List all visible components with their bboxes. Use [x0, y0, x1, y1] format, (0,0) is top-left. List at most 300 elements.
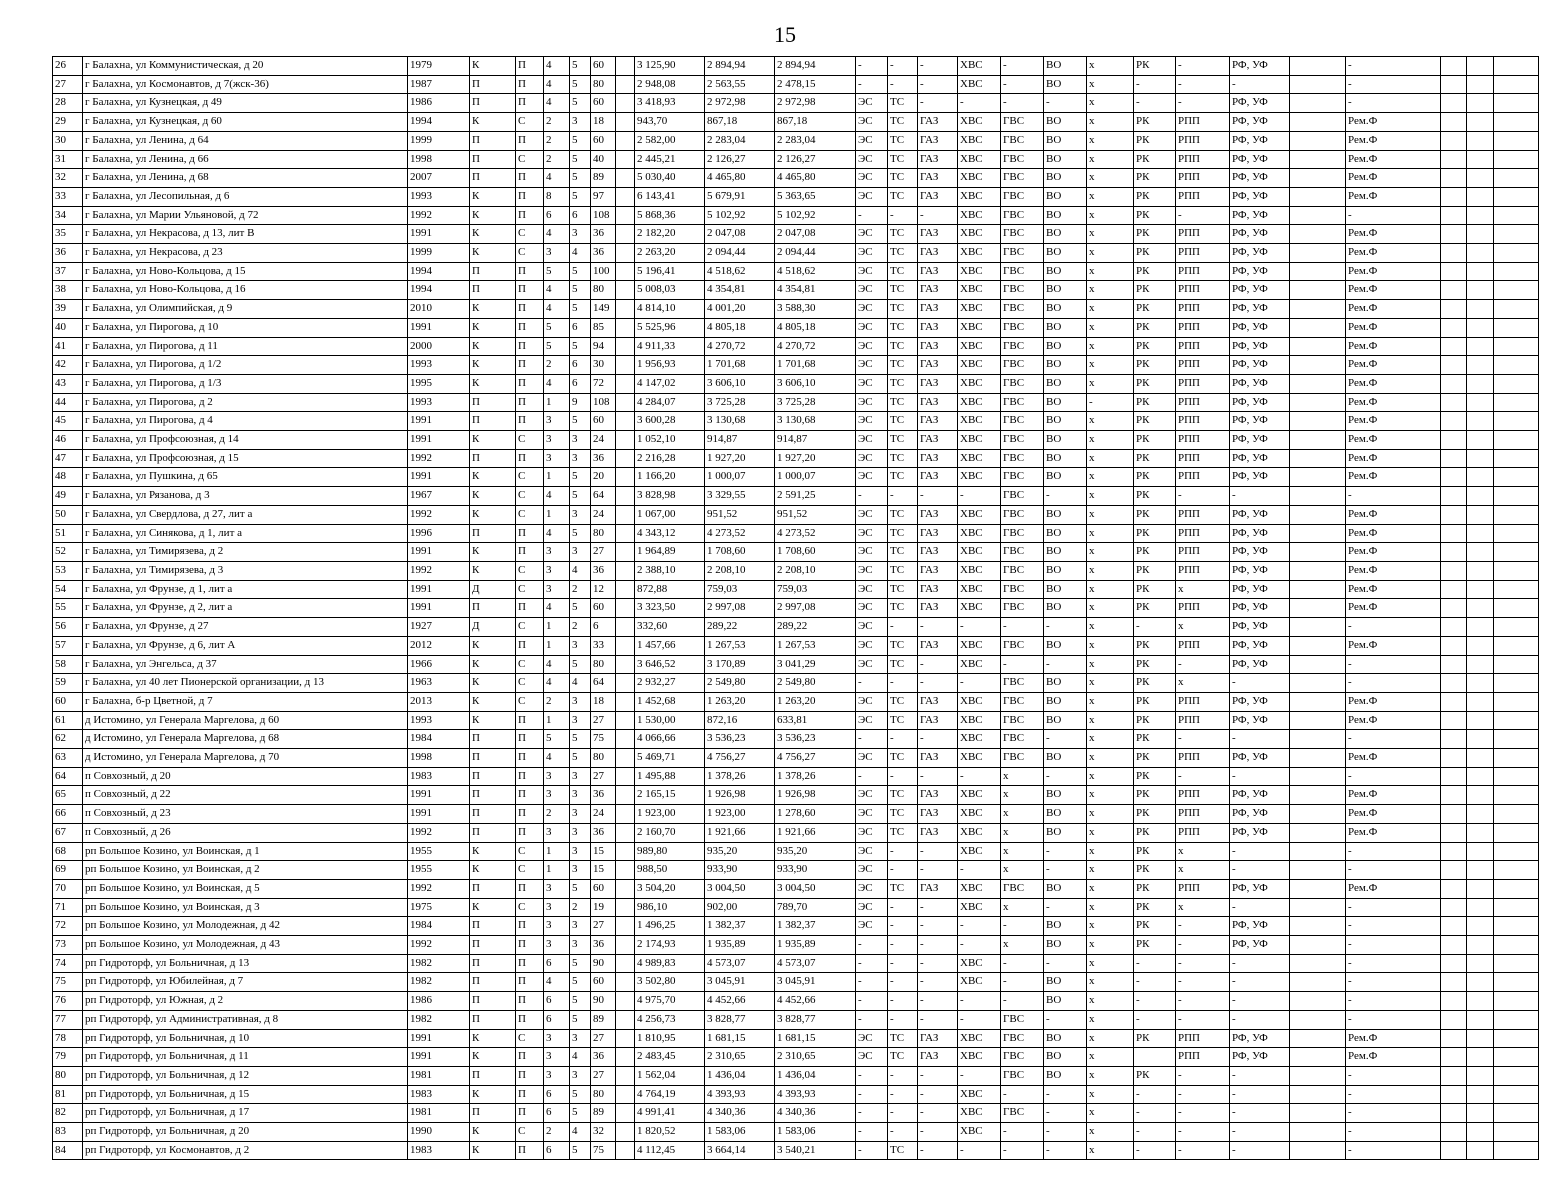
table-cell: РФ, УФ — [1230, 356, 1290, 375]
table-cell: К — [470, 711, 516, 730]
table-cell: 4 911,33 — [635, 337, 705, 356]
table-cell: 6 — [544, 992, 570, 1011]
table-cell: 914,87 — [705, 431, 775, 450]
table-cell: ТС — [888, 187, 918, 206]
table-cell: 6 — [544, 954, 570, 973]
table-cell: ГВС — [1001, 318, 1044, 337]
table-cell: С — [516, 692, 544, 711]
table-cell: х — [1087, 1029, 1134, 1048]
table-row — [53, 449, 1539, 468]
table-cell — [1494, 187, 1539, 206]
table-cell: рп Гидроторф, ул Космонавтов, д 2 — [83, 1141, 408, 1160]
table-cell: 48 — [53, 468, 83, 487]
table-cell: рп Гидроторф, ул Больничная, д 17 — [83, 1104, 408, 1123]
table-cell: 4 — [544, 487, 570, 506]
table-cell: П — [516, 337, 544, 356]
table-cell: С — [516, 1123, 544, 1142]
table-cell — [1494, 113, 1539, 132]
table-cell: 3 — [570, 936, 591, 955]
table-cell: г Балахна, ул Олимпийская, д 9 — [83, 300, 408, 319]
table-cell: ЭС — [856, 1029, 888, 1048]
table-cell: РК — [1134, 449, 1176, 468]
table-cell: РФ, УФ — [1230, 561, 1290, 580]
table-cell — [1290, 655, 1346, 674]
table-cell: 1991 — [408, 412, 470, 431]
table-cell — [1441, 449, 1467, 468]
table-cell: ВО — [1044, 749, 1087, 768]
table-cell: 3 600,28 — [635, 412, 705, 431]
table-cell — [1467, 992, 1494, 1011]
table-cell: РК — [1134, 131, 1176, 150]
table-cell — [1441, 300, 1467, 319]
table-cell: 3 329,55 — [705, 487, 775, 506]
table-cell: 41 — [53, 337, 83, 356]
table-cell: 1 000,07 — [705, 468, 775, 487]
table-cell: ЭС — [856, 468, 888, 487]
table-cell — [616, 599, 635, 618]
table-cell: ГВС — [1001, 131, 1044, 150]
table-cell: К — [470, 674, 516, 693]
table-cell: 5 — [570, 879, 591, 898]
table-cell: ЭС — [856, 281, 888, 300]
table-cell: 902,00 — [705, 898, 775, 917]
table-cell — [1494, 561, 1539, 580]
table-cell: ТС — [888, 318, 918, 337]
table-cell: ГАЗ — [918, 599, 958, 618]
table-cell — [1441, 767, 1467, 786]
table-cell — [1290, 749, 1346, 768]
table-cell: ЭС — [856, 561, 888, 580]
table-cell: РК — [1134, 711, 1176, 730]
table-cell: 4 518,62 — [775, 262, 856, 281]
table-cell: х — [1087, 1123, 1134, 1142]
table-cell — [1494, 618, 1539, 637]
table-cell: ТС — [888, 94, 918, 113]
table-cell — [1290, 524, 1346, 543]
table-cell: РК — [1134, 374, 1176, 393]
table-cell: ГВС — [1001, 225, 1044, 244]
table-cell: Рем.Ф — [1346, 412, 1441, 431]
table-cell: ВО — [1044, 505, 1087, 524]
table-cell: 8 — [544, 187, 570, 206]
table-cell: 33 — [591, 636, 616, 655]
table-cell: 4 — [544, 655, 570, 674]
table-cell: х — [1087, 225, 1134, 244]
table-cell — [616, 842, 635, 861]
table-cell: - — [1346, 730, 1441, 749]
table-cell: - — [1044, 954, 1087, 973]
table-cell: 4 270,72 — [705, 337, 775, 356]
table-cell: ГВС — [1001, 636, 1044, 655]
table-cell: - — [1346, 1104, 1441, 1123]
table-cell: Рем.Ф — [1346, 374, 1441, 393]
table-cell: - — [888, 973, 918, 992]
table-cell: РК — [1134, 692, 1176, 711]
table-cell — [1441, 954, 1467, 973]
table-cell: К — [470, 636, 516, 655]
table-row — [53, 917, 1539, 936]
table-cell: - — [918, 1104, 958, 1123]
table-cell: 6 — [544, 1104, 570, 1123]
table-cell — [1290, 505, 1346, 524]
table-cell: 52 — [53, 543, 83, 562]
table-cell — [1467, 1085, 1494, 1104]
table-cell: ВО — [1044, 823, 1087, 842]
table-cell: РК — [1134, 936, 1176, 955]
table-cell: ВО — [1044, 150, 1087, 169]
table-cell: 37 — [53, 262, 83, 281]
table-cell — [1441, 543, 1467, 562]
table-cell: ГВС — [1001, 449, 1044, 468]
table-cell: 5 — [570, 1104, 591, 1123]
table-cell — [616, 1085, 635, 1104]
table-row — [53, 374, 1539, 393]
table-cell: РК — [1134, 524, 1176, 543]
table-cell — [1494, 1066, 1539, 1085]
table-cell: 60 — [591, 879, 616, 898]
table-cell: 5 — [570, 300, 591, 319]
table-cell — [1290, 206, 1346, 225]
table-cell: х — [1087, 1141, 1134, 1160]
table-cell: 4 764,19 — [635, 1085, 705, 1104]
table-cell: РФ, УФ — [1230, 543, 1290, 562]
table-cell: П — [470, 749, 516, 768]
table-cell — [1290, 75, 1346, 94]
table-cell: 12 — [591, 580, 616, 599]
table-cell: ХВС — [958, 337, 1001, 356]
table-cell: ЭС — [856, 618, 888, 637]
table-cell: 1967 — [408, 487, 470, 506]
table-cell: 4 343,12 — [635, 524, 705, 543]
table-cell: 1 583,06 — [775, 1123, 856, 1142]
table-cell: РФ, УФ — [1230, 412, 1290, 431]
table-cell — [1467, 823, 1494, 842]
table-cell: П — [516, 599, 544, 618]
table-cell: - — [958, 618, 1001, 637]
table-cell: 1 496,25 — [635, 917, 705, 936]
table-cell: ЭС — [856, 356, 888, 375]
table-cell: ЭС — [856, 655, 888, 674]
table-cell: 5 — [570, 262, 591, 281]
table-row — [53, 468, 1539, 487]
table-cell: 80 — [591, 524, 616, 543]
table-cell: 1979 — [408, 57, 470, 76]
table-cell — [1467, 898, 1494, 917]
table-cell: 5 — [544, 730, 570, 749]
table-cell: РПП — [1176, 879, 1230, 898]
table-cell: х — [1087, 356, 1134, 375]
table-cell: - — [1230, 973, 1290, 992]
table-cell: 46 — [53, 431, 83, 450]
table-cell: ЭС — [856, 823, 888, 842]
table-cell: 84 — [53, 1141, 83, 1160]
table-cell: х — [1087, 823, 1134, 842]
table-cell: 54 — [53, 580, 83, 599]
table-cell: х — [1087, 75, 1134, 94]
table-cell — [1494, 524, 1539, 543]
table-cell: РК — [1134, 749, 1176, 768]
table-cell: 1991 — [408, 431, 470, 450]
table-cell — [616, 75, 635, 94]
table-cell: ХВС — [958, 711, 1001, 730]
table-cell: ТС — [888, 300, 918, 319]
table-cell: РФ, УФ — [1230, 206, 1290, 225]
table-cell: 4 393,93 — [705, 1085, 775, 1104]
table-cell: Рем.Ф — [1346, 113, 1441, 132]
table-cell: 36 — [53, 244, 83, 263]
table-cell: - — [918, 954, 958, 973]
table-cell: С — [516, 861, 544, 880]
table-cell: ВО — [1044, 786, 1087, 805]
table-cell — [1494, 449, 1539, 468]
table-cell: - — [888, 1104, 918, 1123]
table-cell: К — [470, 543, 516, 562]
table-cell: ЭС — [856, 431, 888, 450]
table-cell: - — [1230, 1123, 1290, 1142]
table-cell: 4 805,18 — [705, 318, 775, 337]
table-cell: рп Гидроторф, ул Административная, д 8 — [83, 1010, 408, 1029]
table-cell: ТС — [888, 524, 918, 543]
table-cell: ЭС — [856, 300, 888, 319]
table-cell: 40 — [591, 150, 616, 169]
table-cell: П — [516, 262, 544, 281]
table-cell: ГАЗ — [918, 543, 958, 562]
table-cell: РК — [1134, 505, 1176, 524]
table-cell: 1994 — [408, 262, 470, 281]
table-cell: 4 — [570, 244, 591, 263]
table-cell: 1991 — [408, 786, 470, 805]
table-cell: г Балахна, ул Свердлова, д 27, лит а — [83, 505, 408, 524]
table-cell: ВО — [1044, 300, 1087, 319]
table-cell: РФ, УФ — [1230, 337, 1290, 356]
table-cell: х — [1001, 767, 1044, 786]
table-cell — [1494, 374, 1539, 393]
table-cell: - — [1044, 1104, 1087, 1123]
table-cell — [1441, 1010, 1467, 1029]
table-cell: ВО — [1044, 57, 1087, 76]
table-cell: - — [918, 1141, 958, 1160]
table-cell: - — [1346, 1123, 1441, 1142]
table-cell: Рем.Ф — [1346, 543, 1441, 562]
table-cell: х — [1087, 954, 1134, 973]
table-cell — [1290, 1010, 1346, 1029]
table-cell: 4 452,66 — [705, 992, 775, 1011]
table-cell: 4 805,18 — [775, 318, 856, 337]
table-cell: 31 — [53, 150, 83, 169]
table-cell: РК — [1134, 487, 1176, 506]
table-row — [53, 805, 1539, 824]
table-cell: х — [1087, 917, 1134, 936]
table-cell: РК — [1134, 113, 1176, 132]
table-cell: П — [516, 1104, 544, 1123]
table-cell: ХВС — [958, 954, 1001, 973]
table-cell: 3 — [570, 767, 591, 786]
table-cell: ГАЗ — [918, 412, 958, 431]
table-cell: - — [1134, 1141, 1176, 1160]
table-cell: 1994 — [408, 281, 470, 300]
table-cell: 5 — [570, 75, 591, 94]
table-cell: 4 — [544, 57, 570, 76]
table-cell: 3 — [544, 412, 570, 431]
table-cell: ГАЗ — [918, 1048, 958, 1067]
table-cell — [1467, 954, 1494, 973]
table-cell: П — [516, 992, 544, 1011]
table-cell: К — [470, 842, 516, 861]
table-cell: ГВС — [1001, 524, 1044, 543]
table-cell: ВО — [1044, 262, 1087, 281]
table-cell — [1494, 692, 1539, 711]
table-cell: К — [470, 113, 516, 132]
table-cell — [616, 131, 635, 150]
table-cell: г Балахна, ул Рязанова, д 3 — [83, 487, 408, 506]
table-cell — [1467, 786, 1494, 805]
table-cell: - — [918, 1085, 958, 1104]
table-cell: РФ, УФ — [1230, 374, 1290, 393]
table-cell: 5 469,71 — [635, 749, 705, 768]
table-cell: ГАЗ — [918, 786, 958, 805]
table-cell — [616, 898, 635, 917]
table-cell: - — [1134, 94, 1176, 113]
table-cell — [1290, 318, 1346, 337]
table-cell: 1 964,89 — [635, 543, 705, 562]
housing-register-table — [52, 56, 1539, 1160]
table-cell: РПП — [1176, 244, 1230, 263]
table-cell — [616, 561, 635, 580]
table-cell: РПП — [1176, 786, 1230, 805]
table-row — [53, 786, 1539, 805]
table-cell: - — [888, 730, 918, 749]
table-cell: - — [1176, 206, 1230, 225]
table-cell: 1 562,04 — [635, 1066, 705, 1085]
table-cell — [616, 524, 635, 543]
table-cell: ЭС — [856, 543, 888, 562]
table-cell: П — [516, 954, 544, 973]
table-cell: 1986 — [408, 992, 470, 1011]
table-cell: РК — [1134, 225, 1176, 244]
table-cell: ХВС — [958, 1029, 1001, 1048]
table-cell: 1998 — [408, 150, 470, 169]
table-cell: Рем.Ф — [1346, 599, 1441, 618]
table-cell: 36 — [591, 225, 616, 244]
table-cell: д Истомино, ул Генерала Маргелова, д 68 — [83, 730, 408, 749]
table-cell: ЭС — [856, 337, 888, 356]
table-cell: 3 004,50 — [775, 879, 856, 898]
table-cell — [1494, 730, 1539, 749]
table-cell: рп Гидроторф, ул Южная, д 2 — [83, 992, 408, 1011]
table-cell: 1 378,26 — [705, 767, 775, 786]
table-cell: С — [516, 505, 544, 524]
table-cell: 3 — [570, 1029, 591, 1048]
table-cell: - — [856, 936, 888, 955]
table-cell: - — [1176, 1141, 1230, 1160]
table-cell: - — [1346, 57, 1441, 76]
table-cell: - — [958, 917, 1001, 936]
table-cell: 1 436,04 — [705, 1066, 775, 1085]
table-cell: ХВС — [958, 749, 1001, 768]
table-cell: - — [1176, 992, 1230, 1011]
table-cell: 1992 — [408, 879, 470, 898]
table-cell — [1494, 861, 1539, 880]
table-cell: х — [1176, 842, 1230, 861]
table-cell: 5 — [570, 954, 591, 973]
table-cell: х — [1001, 898, 1044, 917]
table-cell: ЭС — [856, 524, 888, 543]
table-row — [53, 992, 1539, 1011]
table-cell: х — [1176, 618, 1230, 637]
table-cell: - — [1230, 1085, 1290, 1104]
table-cell: 2 047,08 — [705, 225, 775, 244]
table-cell: 6 143,41 — [635, 187, 705, 206]
table-cell — [1290, 561, 1346, 580]
table-cell: 1993 — [408, 187, 470, 206]
table-cell: С — [516, 431, 544, 450]
table-cell: 5 — [570, 1141, 591, 1160]
table-cell: 2 126,27 — [705, 150, 775, 169]
table-cell — [1467, 1104, 1494, 1123]
table-cell — [1467, 468, 1494, 487]
table-cell: ВО — [1044, 187, 1087, 206]
table-cell: 60 — [53, 692, 83, 711]
table-cell: 2 094,44 — [705, 244, 775, 263]
table-cell: РФ, УФ — [1230, 711, 1290, 730]
table-cell: 80 — [53, 1066, 83, 1085]
table-cell: рп Гидроторф, ул Больничная, д 20 — [83, 1123, 408, 1142]
table-cell: 2 — [544, 1123, 570, 1142]
table-cell: ХВС — [958, 449, 1001, 468]
table-cell — [1467, 917, 1494, 936]
table-cell: 1 820,52 — [635, 1123, 705, 1142]
table-cell: - — [1346, 917, 1441, 936]
table-cell — [616, 281, 635, 300]
table-cell: рп Гидроторф, ул Больничная, д 11 — [83, 1048, 408, 1067]
table-cell: 33 — [53, 187, 83, 206]
table-cell: - — [1001, 992, 1044, 1011]
table-cell: ГАЗ — [918, 561, 958, 580]
table-cell: П — [516, 318, 544, 337]
table-cell: 1 457,66 — [635, 636, 705, 655]
table-cell — [616, 1048, 635, 1067]
table-cell: П — [470, 131, 516, 150]
table-cell: рп Гидроторф, ул Больничная, д 10 — [83, 1029, 408, 1048]
table-cell: 2 094,44 — [775, 244, 856, 263]
table-cell — [1290, 225, 1346, 244]
table-cell: - — [856, 954, 888, 973]
table-cell: г Балахна, ул Лесопильная, д 6 — [83, 187, 408, 206]
table-cell: ЭС — [856, 393, 888, 412]
table-cell: ТС — [888, 225, 918, 244]
table-cell: - — [1230, 898, 1290, 917]
table-cell: 3 536,23 — [705, 730, 775, 749]
table-cell: ВО — [1044, 356, 1087, 375]
table-cell: ГВС — [1001, 300, 1044, 319]
table-cell: РК — [1134, 767, 1176, 786]
table-cell: 2 — [570, 618, 591, 637]
table-cell: 71 — [53, 898, 83, 917]
table-cell: 1 067,00 — [635, 505, 705, 524]
table-cell: 51 — [53, 524, 83, 543]
table-cell: х — [1087, 711, 1134, 730]
table-cell: РПП — [1176, 412, 1230, 431]
table-cell — [1467, 1066, 1494, 1085]
table-cell — [616, 767, 635, 786]
table-cell: 5 525,96 — [635, 318, 705, 337]
table-cell: 89 — [591, 1104, 616, 1123]
table-cell: К — [470, 318, 516, 337]
table-row — [53, 225, 1539, 244]
table-cell: ВО — [1044, 599, 1087, 618]
table-cell: 935,20 — [775, 842, 856, 861]
table-cell — [1494, 749, 1539, 768]
